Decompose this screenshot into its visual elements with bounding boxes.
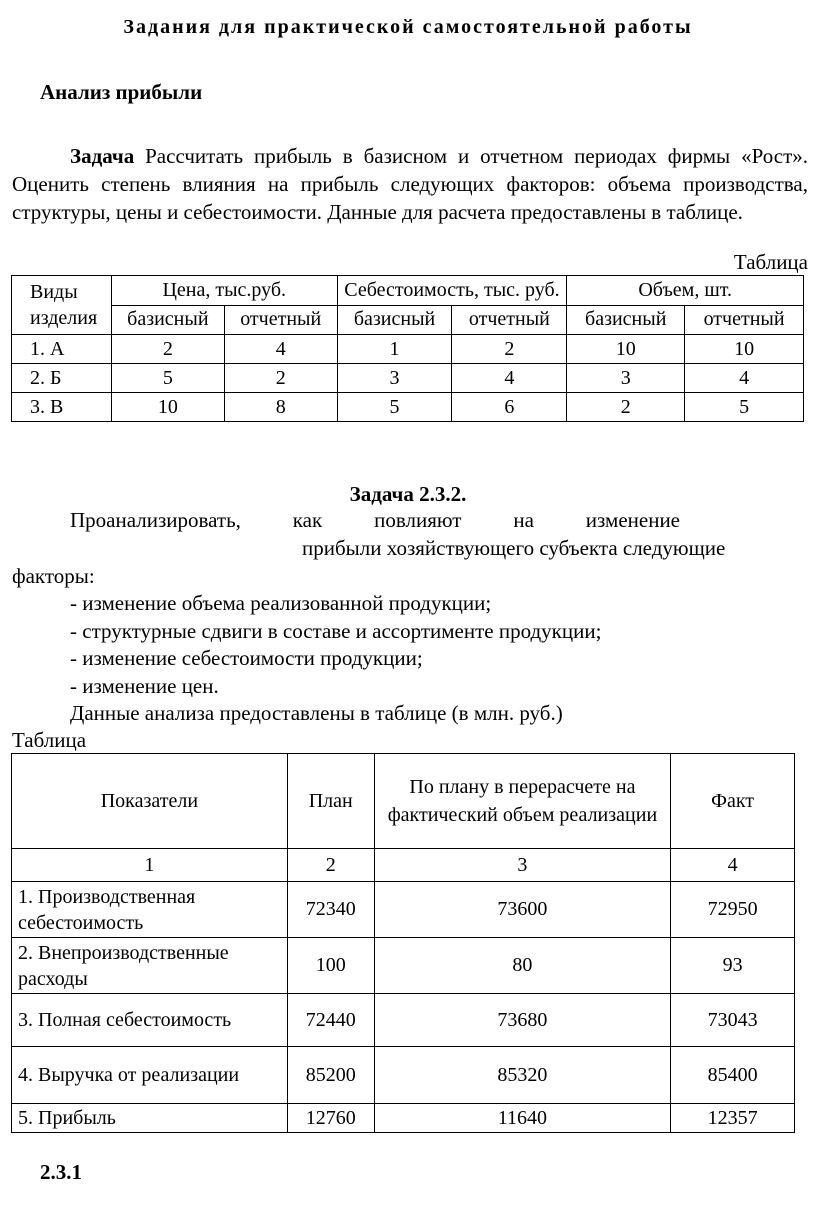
table-cell: 4: [452, 364, 567, 393]
table-cell: 1: [337, 335, 452, 364]
table1-label: Таблица: [733, 250, 808, 274]
table-cell: 85200: [287, 1047, 374, 1104]
intro-word: Проанализировать,: [70, 508, 241, 532]
intro-word: как: [292, 508, 323, 532]
table-row: [12, 1047, 795, 1104]
row-label: 1. Производственная себестоимость: [12, 882, 288, 938]
subheader-base: базисный: [111, 305, 224, 335]
header-plan: План: [287, 754, 374, 849]
table-row: [12, 364, 804, 393]
table-row: [12, 393, 804, 422]
subheader-report: отчетный: [224, 305, 337, 335]
table-cell: 80: [374, 938, 670, 994]
subheader-report: отчетный: [452, 305, 567, 335]
table-cell: 73600: [374, 882, 670, 938]
table-cell: 4: [224, 335, 337, 364]
table-cell: 72950: [671, 882, 795, 938]
page-title: Задания для практической самостоятельной работы: [123, 16, 693, 38]
task2-intro-line3: факторы:: [12, 564, 95, 588]
task2-intro-line2: прибыли хозяйствующего субъекта следующие: [302, 536, 726, 560]
row-label: 4. Выручка от реализации: [12, 1047, 288, 1104]
bullet-item: - изменение объема реализованной продукции;: [70, 591, 492, 615]
row-label: 3. В: [12, 393, 112, 422]
table-row: [12, 994, 795, 1047]
table-cell: 72440: [287, 994, 374, 1047]
intro-word: повлияют: [374, 508, 462, 532]
table-cell: 85400: [671, 1047, 795, 1104]
table-cell: 100: [287, 938, 374, 994]
table2-label: Таблица: [12, 728, 87, 752]
profit-analysis-table: [11, 753, 795, 1133]
table-cell: 2: [452, 335, 567, 364]
table-cell: 12760: [287, 1104, 374, 1133]
header-product-type: Виды изделия: [12, 276, 112, 335]
column-number: 2: [287, 849, 374, 882]
table-row: [12, 335, 804, 364]
table-row: [12, 938, 795, 994]
task1-text: Рассчитать прибыль в базисном и отчетном периодах фирмы «Рост». Оценить степень влияния на прибыль следующих факторов: объема производства, структуры, цены и себестоимости. Данные для расчета предоставлены в таблице.: [12, 144, 808, 224]
header-indicators: Показатели: [12, 754, 288, 849]
section-heading: Анализ прибыли: [40, 80, 203, 104]
bullet-item: - структурные сдвиги в составе и ассортименте продукции;: [70, 619, 602, 643]
subheader-base: базисный: [567, 305, 685, 335]
bullet-item: - изменение себестоимости продукции;: [70, 646, 423, 670]
row-label: 1. А: [12, 335, 112, 364]
header-cost: Себестоимость, тыс. руб.: [337, 276, 567, 306]
table-cell: 85320: [374, 1047, 670, 1104]
table-row: [12, 1104, 795, 1133]
table-cell: 6: [452, 393, 567, 422]
table-cell: 73680: [374, 994, 670, 1047]
column-number: 1: [12, 849, 288, 882]
row-label: 5. Прибыль: [12, 1104, 288, 1133]
task2-heading: Задача 2.3.2.: [349, 482, 467, 506]
table-row: [12, 882, 795, 938]
intro-word: изменение: [585, 508, 680, 532]
header-price: Цена, тыс.руб.: [111, 276, 337, 306]
table-cell: 8: [224, 393, 337, 422]
table-cell: 2: [111, 335, 224, 364]
table-cell: 2: [224, 364, 337, 393]
subheader-report: отчетный: [685, 305, 804, 335]
bullet-item: - изменение цен.: [70, 674, 219, 698]
table-cell: 5: [337, 393, 452, 422]
table-cell: 10: [685, 335, 804, 364]
table-cell: 5: [111, 364, 224, 393]
row-label: 3. Полная себестоимость: [12, 994, 288, 1047]
data-note: Данные анализа предоставлены в таблице (в млн. руб.): [70, 701, 563, 725]
table-cell: 12357: [671, 1104, 795, 1133]
intro-word: на: [513, 508, 534, 532]
table-cell: 3: [567, 364, 685, 393]
header-recalculated-plan: По плану в перерасчете на фактический объем реализации: [374, 754, 670, 849]
task2-intro-line1: [70, 508, 680, 533]
row-label: 2. Внепроизводственные расходы: [12, 938, 288, 994]
table-cell: 73043: [671, 994, 795, 1047]
table-cell: 5: [685, 393, 804, 422]
column-number: 3: [374, 849, 670, 882]
table-cell: 10: [567, 335, 685, 364]
table-cell: 10: [111, 393, 224, 422]
table-cell: 93: [671, 938, 795, 994]
table-cell: 2: [567, 393, 685, 422]
table-cell: 3: [337, 364, 452, 393]
price-cost-volume-table: [11, 275, 804, 422]
task1-label: Задача: [70, 144, 135, 168]
footer-section-number: 2.3.1: [40, 1160, 82, 1184]
column-number: 4: [671, 849, 795, 882]
header-fact: Факт: [671, 754, 795, 849]
subheader-base: базисный: [337, 305, 452, 335]
task1-paragraph: [12, 142, 808, 226]
table-cell: 72340: [287, 882, 374, 938]
table-cell: 4: [685, 364, 804, 393]
row-label: 2. Б: [12, 364, 112, 393]
header-volume: Объем, шт.: [567, 276, 804, 306]
table-cell: 11640: [374, 1104, 670, 1133]
